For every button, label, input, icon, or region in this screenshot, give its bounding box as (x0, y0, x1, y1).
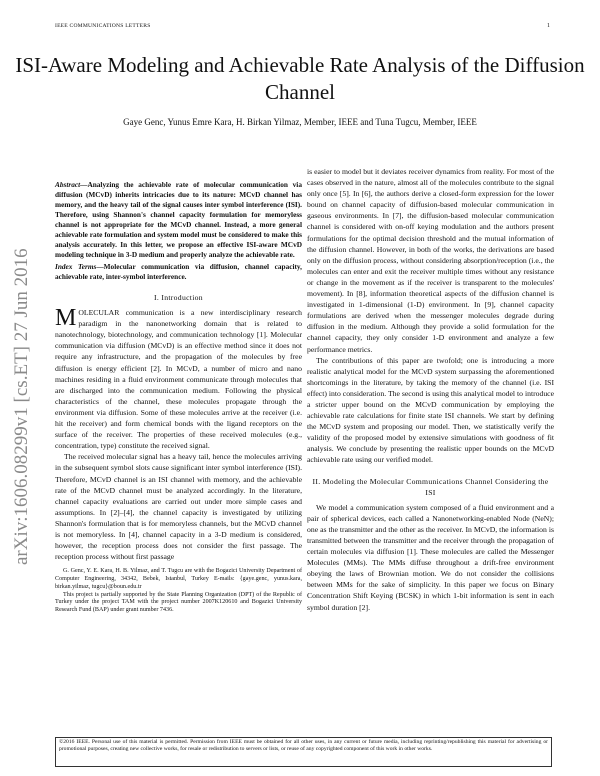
left-column (55, 180, 302, 615)
footnote-funding: This project is partially supported by the State Planning Organization (DPT) of the Republic of Turkey under the project TAM with the project number 2007K120610 and Bogazici University Research Fund (BAP) under grant number 7436. (55, 591, 302, 614)
right-column (307, 166, 554, 613)
section-heading-introduction: I. Introduction (154, 293, 203, 302)
index-terms (55, 262, 302, 282)
index-terms-lead: Index Terms (55, 262, 97, 271)
drop-cap: M (55, 305, 77, 332)
page-number: 1 (547, 23, 550, 29)
contributions-paragraph: The contributions of this paper are twofold; one is introducing a more realistic analytical model for the MCvD system surpassing the aforementioned shortcomings in the literature, by taking the memory of the channel (i.e. ISI effect) into consideration. The second is using this analytical model to introduce a stricter upper bound on the MCvD communication by employing the achievable rate calculations for finite state ISI channels. We start by defining the MCvD system and proposing our model. Then, we statistically verify the validity of the proposed model by extensive simulations with goodness of fit analysis. We conclude by presenting the realistic upper bounds on the MCvD achievable rate using our verified model. (307, 355, 554, 465)
section-heading-model: II. Modeling the Molecular Communications Channel Considering the ISI (312, 476, 549, 497)
abstract-text: —Analyzing the achievable rate of molecular communication via diffusion (MCvD) inherits intricacies due to its nature: MCvD channel has memory, and the heavy tail of the signal causes inter symbol interference (ISI). Therefore, using Shannon's channel capacity formulation for memoryless channel is not appropriate for the MCvD channel. Instead, a more general achievable rate formulation and system model must be considered to make this analysis accurately. In this letter, we propose an effective ISI-aware MCvD modeling technique in 3-D medium and properly analyze the achievable rate. (55, 180, 302, 259)
paper-title: ISI-Aware Modeling and Achievable Rate Analysis of the Diffusion Channel (15, 53, 585, 104)
index-terms-text: —Molecular communication via diffusion, channel capacity, achievable rate, inter-symbol interference. (55, 262, 302, 281)
abstract-lead: Abstract (55, 180, 81, 189)
right-paragraph-1: is easier to model but it deviates receiver dynamics from reality. For most of the cases observed in the nature, almost all of the molecules contribute to the signal only once [5]. In [6], the authors derive a closed-form expression for the lower bound on channel capacity of diffusion-based molecular communication in gaseous environments. In [7], the diffusion-based molecular communication channel is considered with on-off keying modulation and the authors present formulations for the optimal decision threshold and the mutual information of the diffusion channel. However, in both of the works, the derivations are based only on the diffusion process, without considering absorption/reception (i.e., the molecules can enter and exit the receiver multiple times without any resistance or change in the movement as if the receiver is transparent to the molecules' movement). In [8], information theoretical aspects of the diffusion channel is investigated in 1-dimensional (1-D) environment. In [9], channel capacity formulations are derived when the messenger molecules degrade during diffusion in the medium. Although they provide a solid formulation for the channel capacity, they only consider 1-D environment and analyze a few performance metrics. (307, 167, 554, 354)
copyright-notice: ©2016 IEEE. Personal use of this material is permitted. Permission from IEEE must be obtained for all other uses, in any current or future media, including reprinting/republishing this material for advertising or promotional purposes, creating new collective works, for resale or redistribution to servers or lists, or reuse of any copyrighted component of this work in other works. (55, 737, 552, 767)
footnotes (55, 568, 302, 615)
intro-paragraph-1 (55, 307, 302, 451)
journal-header: IEEE COMMUNICATIONS LETTERS (55, 23, 151, 29)
footnote-affiliation: G. Genc, Y. E. Kara, H. B. Yilmaz, and T. Tugcu are with the Bogazici University Department of Computer Engineering, 34342, Bebek, Istanbul, Turkey E-mails: {gaye.genc, yunus.kara, birkan.yilmaz, tugcu}@boun.edu.tr (55, 568, 302, 590)
intro-paragraph-2: The received molecular signal has a heavy tail, hence the molecules arriving in the subsequent symbol slots cause significant inter symbol interference (ISI). Therefore, MCvD channel is an ISI channel with memory, and the achievable rate of the MCvD channel must be analyzed accordingly. In the literature, channel capacity evaluations are carried out under more simple cases and assumptions. In [2]–[4], the channel capacity is investigated by utilizing Shannon's formulation that is for memoryless channels, but the MCvD channel is not memoryless. In [4], channel capacity in a 3-D medium is considered, however, the reception process does not consider the first passage. The reception process without first passage (55, 452, 302, 562)
author-list: Gaye Genc, Yunus Emre Kara, H. Birkan Yilmaz, Member, IEEE and Tuna Tugcu, Member, IEEE (123, 117, 477, 127)
abstract (55, 180, 302, 260)
intro-paragraph-1-text: OLECULAR communication is a new interdisciplinary research paradigm in the nanonetworking domain that is related to nanotechnology, biotechnology, and communication technology [1]. Molecular communication via diffusion (MCvD) is an effective method since it does not require any infrastructure, and the propagation of the molecules by free diffusion is energy efficient [2]. In MCvD, a number of micro and nano machines residing in a fluid environment communicate through molecules that are discharged into the communication medium. Following the physical characteristics of the channel, these molecules propagate through the environment via diffusion. Some of these molecules arrive at the receiver (i.e. hit the receiver) and form chemical bonds with the ligand receptors on the surface of the receiver. The properties of these received molecules (e.g., concentration, type) constitute the received signal. (55, 308, 302, 451)
arxiv-stamp: arXiv:1606.08299v1 [cs.ET] 27 Jun 2016 (11, 248, 32, 565)
model-paragraph-1: We model a communication system composed of a fluid environment and a pair of spherical devices, each called a Nanonetworking-enabled Node (NeN); one as the transmitter and the other as the receiver. In MCvD, the information is transmitted between the transmitter and the receiver through the propagation of certain molecules via diffusion [1]. These molecules are called the Messenger Molecules (MMs). The MMs diffuse throughout a drift-free environment obeying the laws of Brownian motion. We do not consider the collisions between MMs for the sake of simplicity. In this paper we focus on Binary Concentration Shift Keying (BCSK) in which 1-bit information is sent in each symbol duration [2]. (307, 502, 554, 612)
